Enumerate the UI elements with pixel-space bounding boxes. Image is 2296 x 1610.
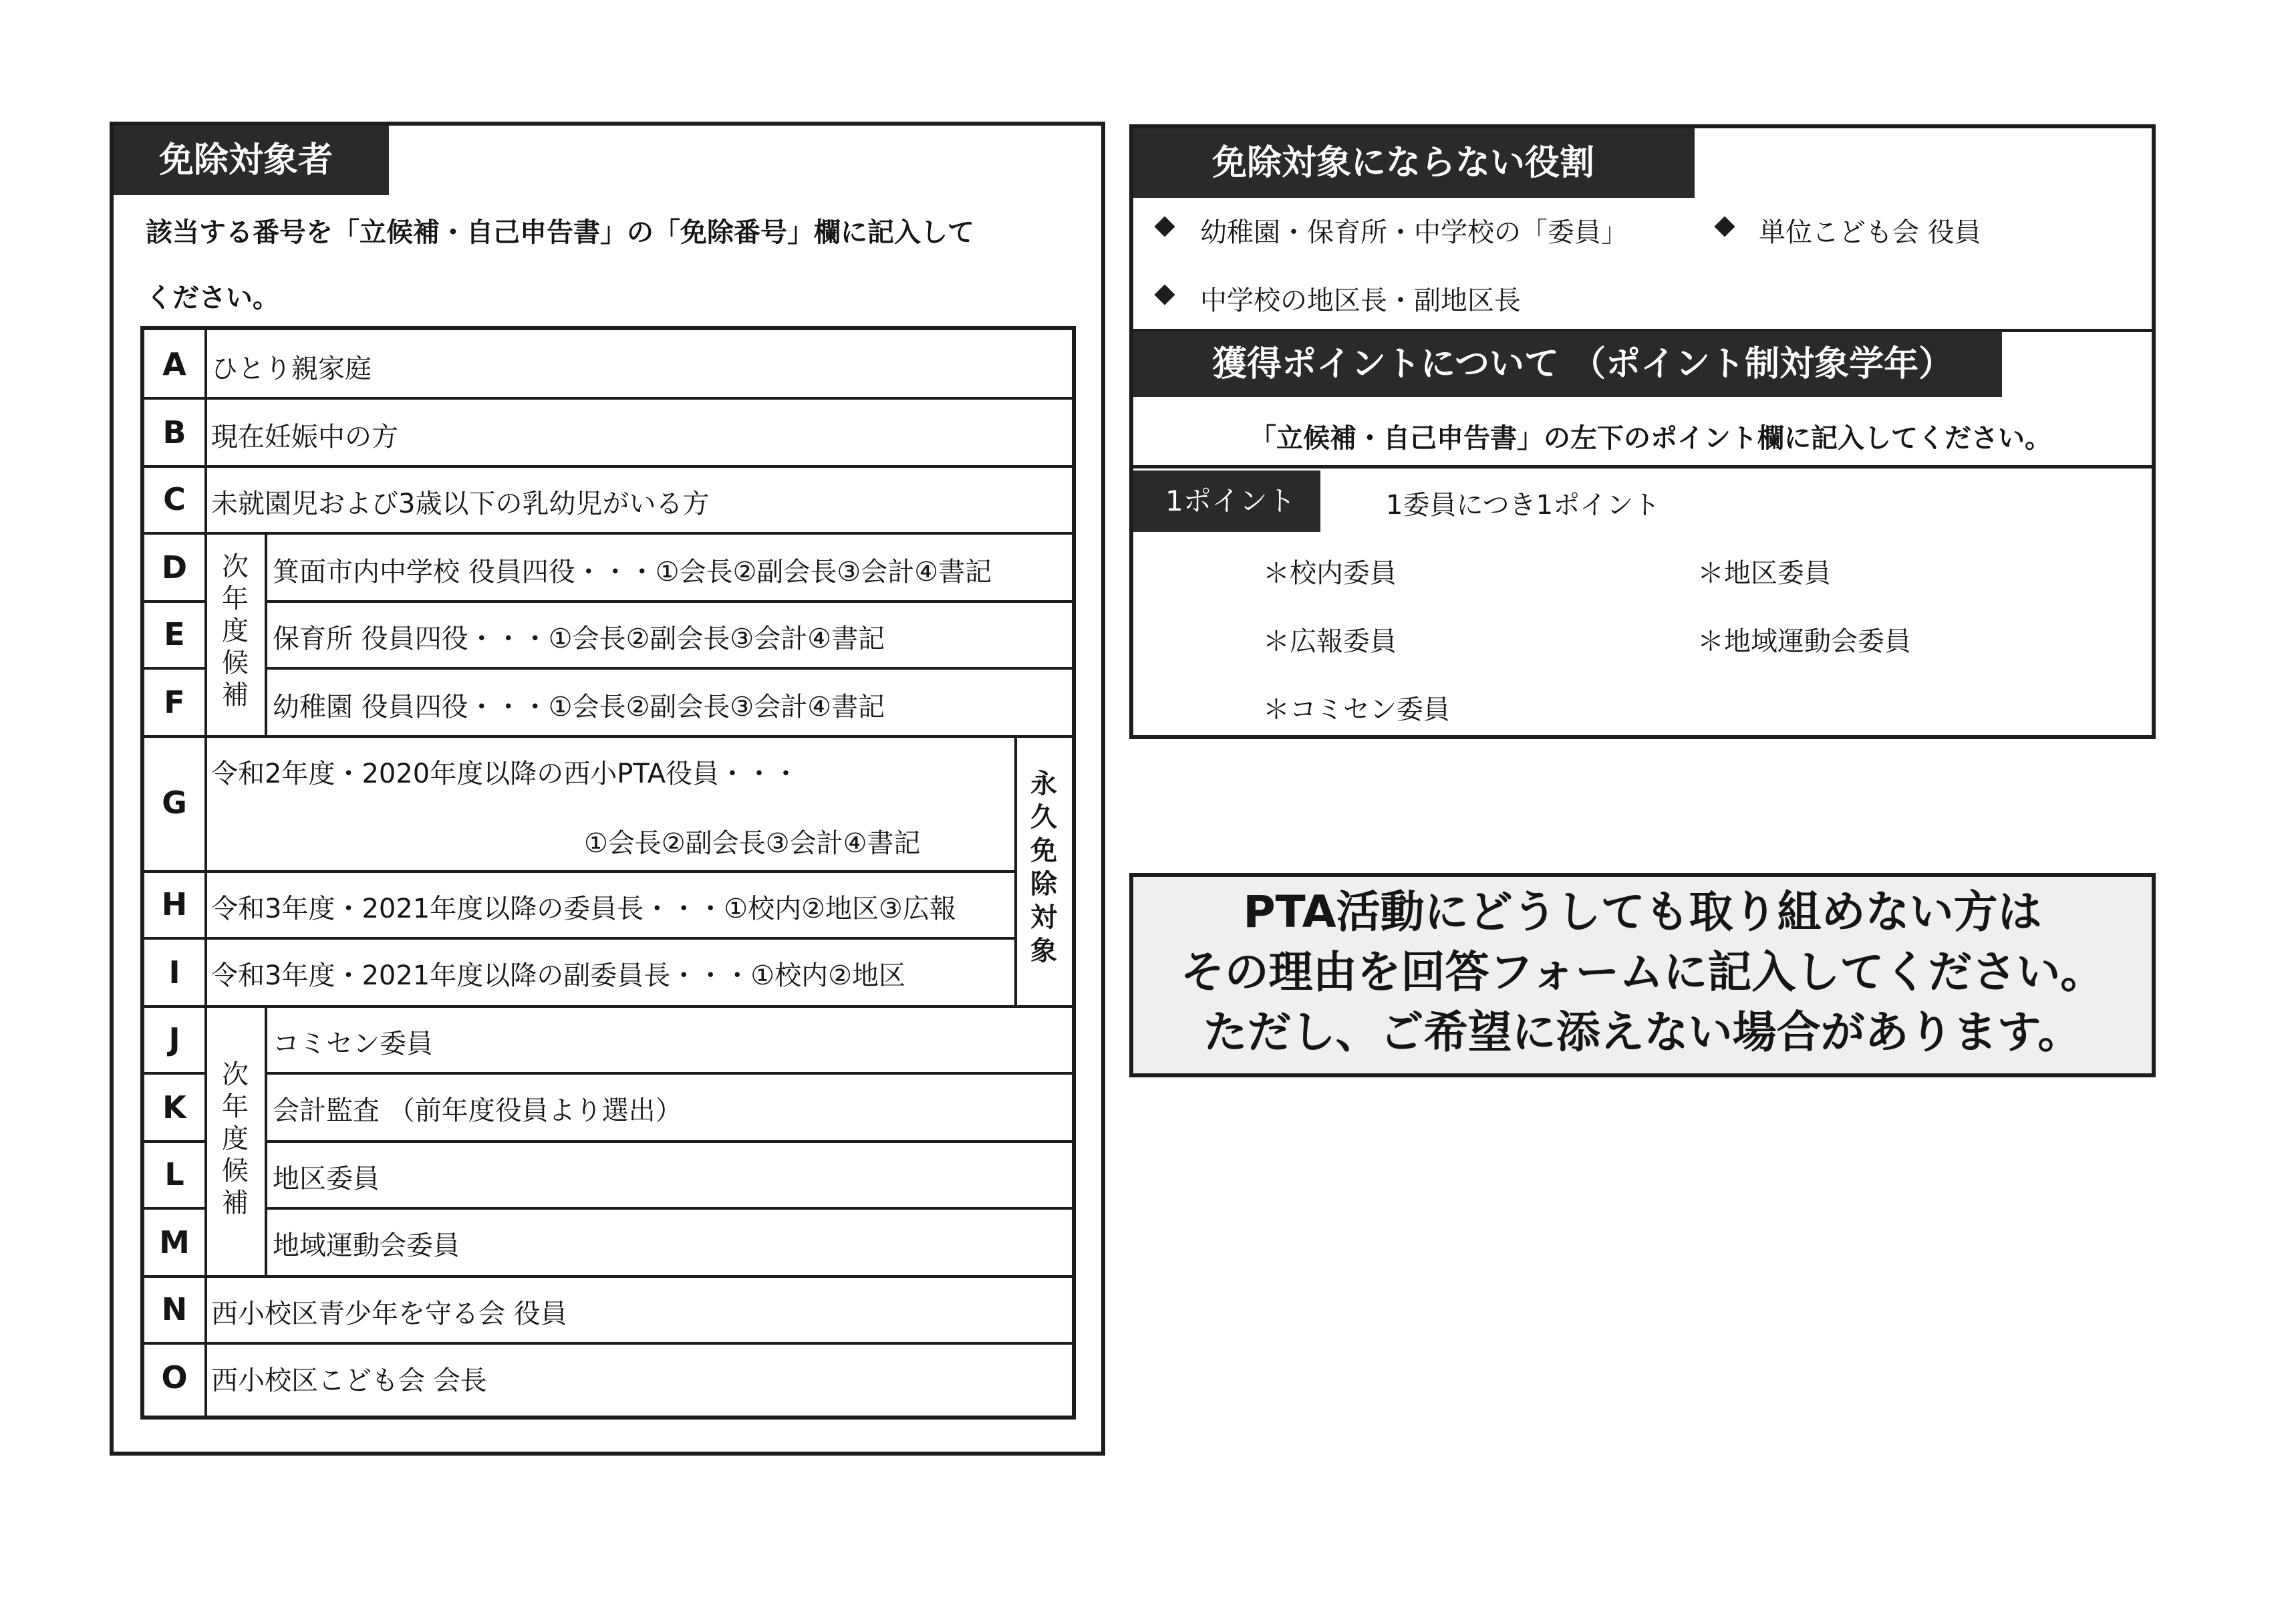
committee-sports: ＊地域運動会委員 [1697,626,1911,657]
non-exempt-header: 免除対象にならない役割 [1133,128,1695,198]
row-text-b: 現在妊娠中の方 [211,422,398,452]
permanent-exemption-label: 永 久 免 除 対 象 [1030,769,1057,966]
section-divider [1129,465,2156,468]
committee-school: ＊校内委員 [1263,558,1397,589]
point-rule: 1委員につき1ポイント [1386,490,1661,521]
row-letter-n: N [161,1291,188,1327]
row-text-c: 未就園児および3歳以下の乳幼児がいる方 [211,489,710,519]
row-text-i: 令和3年度・2021年度以降の副委員長・・・①校内②地区 [211,960,905,991]
points-instruction: 「立候補・自己申告書」の左下のポイント欄に記入してください。 [1250,423,2051,454]
non-exempt-item-1: 幼稚園・保育所・中学校の「委員」 [1200,217,1628,248]
row-letter-f: F [164,684,185,720]
points-header: 獲得ポイントについて （ポイント制対象学年） [1133,331,2002,397]
row-text-m: 地域運動会委員 [273,1230,460,1261]
row-text-e: 保育所 役員四役・・・①会長②副会長③会計④書記 [273,624,885,654]
notice-line-3: ただし、ご希望に添えない場合があります。 [1203,1007,2082,1058]
exemption-instruction-line2: ください。 [146,283,279,313]
row-letter-i: I [168,954,180,990]
row-letter-j: J [168,1021,180,1057]
row-letter-k: K [162,1089,186,1125]
row-letter-b: B [162,414,186,450]
row-text-j: コミセン委員 [273,1029,433,1059]
row-text-n: 西小校区青少年を守る会 役員 [211,1299,567,1329]
row-text-g-2: ①会長②副会長③会計④書記 [584,828,921,859]
exemption-table [140,326,1076,1420]
committee-comsen: ＊コミセン委員 [1263,694,1450,725]
committee-pr: ＊広報委員 [1263,626,1397,657]
row-text-l: 地区委員 [273,1164,380,1194]
non-exempt-item-2: 単位こども会 役員 [1759,217,1981,248]
row-text-d: 箕面市内中学校 役員四役・・・①会長②副会長③会計④書記 [273,557,992,587]
row-text-k: 会計監査 （前年度役員より選出） [273,1095,682,1126]
notice-box [1129,873,2156,1077]
row-letter-c: C [163,481,186,517]
committee-district: ＊地区委員 [1697,558,1831,589]
row-letter-g: G [162,785,187,821]
exemption-instruction-line1: 該当する番号を「立候補・自己申告書」の「免除番号」欄に記入して [146,217,974,248]
row-text-h: 令和3年度・2021年度以降の委員長・・・①校内②地区③広報 [211,894,956,924]
non-exempt-item-3: 中学校の地区長・副地区長 [1200,285,1521,316]
notice-line-2: その理由を回答フォームに記入してください。 [1180,946,2105,998]
exemption-header: 免除対象者 [114,126,389,195]
row-letter-l: L [164,1156,184,1192]
row-letter-m: M [159,1224,190,1260]
row-text-a: ひとり親家庭 [211,354,372,384]
row-text-o: 西小校区こども会 会長 [211,1365,487,1396]
row-letter-o: O [161,1359,188,1395]
group-label-next-year-2: 次 年 度 候 補 [222,1059,249,1218]
row-letter-e: E [164,616,185,652]
row-text-f: 幼稚園 役員四役・・・①会長②副会長③会計④書記 [273,692,885,722]
point-badge: 1ポイント [1133,471,1320,532]
group-label-next-year-1: 次 年 度 候 補 [222,551,249,710]
row-letter-h: H [161,886,188,922]
row-letter-d: D [161,549,188,585]
row-text-g: 令和2年度・2020年度以降の西小PTA役員・・・ [211,759,800,789]
notice-line-1: PTA活動にどうしても取り組めない方は [1243,886,2042,938]
row-letter-a: A [162,346,186,382]
